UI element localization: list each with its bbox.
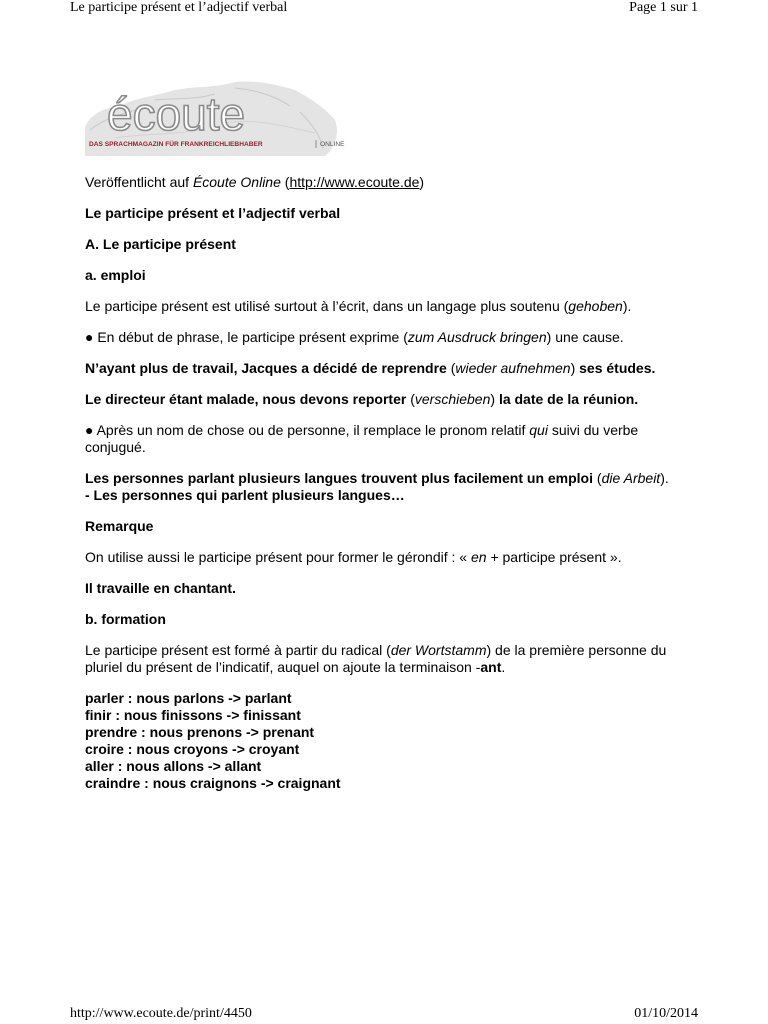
conjugation-item: finir : nous finissons -> finissant [85, 707, 301, 723]
intro-paragraph: Le participe présent est utilisé surtout à l’écrit, dans un langage plus soutenu (gehoben). [85, 298, 632, 314]
remark-heading: Remarque [85, 518, 154, 534]
print-footer-url: http://www.ecoute.de/print/4450 [70, 1006, 252, 1021]
example-4: Il travaille en chantant. [85, 580, 236, 596]
logo-wordmark: écoute [107, 88, 246, 140]
article-content [85, 174, 690, 792]
conjugation-item: craindre : nous craignons -> craignant [85, 775, 341, 791]
published-line: Veröffentlicht auf Écoute Online (http://www.ecoute.de) [85, 174, 425, 190]
print-header-title: Le participe présent et l’adjectif verbal [70, 0, 288, 15]
print-footer-date: 01/10/2014 [634, 1006, 698, 1021]
site-link[interactable]: http://www.ecoute.de [289, 174, 420, 190]
logo-tagline: DAS SPRACHMAGAZIN FÜR FRANKREICHLIEBHABER [89, 141, 263, 148]
print-footer [70, 1006, 698, 1022]
print-header [70, 0, 698, 16]
section-a-heading: A. Le participe présent [85, 236, 236, 252]
example-2: Le directeur étant malade, nous devons reporter (verschieben) la date de la réunion. [85, 391, 639, 407]
example-3: Les personnes parlant plusieurs langues trouvent plus facilement un emploi (die Arbeit). - Les personnes qui parlent plusieurs langues… [85, 470, 669, 503]
conjugation-item: parler : nous parlons -> parlant [85, 690, 292, 706]
subsection-b-heading: b. formation [85, 611, 166, 627]
bullet-relative: ● Après un nom de chose ou de personne, il remplace le pronom relatif qui suivi du verbe conjugué. [85, 422, 639, 455]
conjugation-list [85, 690, 690, 792]
conjugation-item: prendre : nous prenons -> prenant [85, 724, 315, 740]
ecoute-logo [85, 78, 355, 158]
example-1: N’ayant plus de travail, Jacques a décidé de reprendre (wieder aufnehmen) ses études. [85, 360, 656, 376]
document-title: Le participe présent et l’adjectif verbal [85, 205, 341, 221]
logo-tag-suffix: ONLINE [320, 141, 345, 148]
formation-paragraph: Le participe présent est formé à partir du radical (der Wortstamm) de la première personne du pluriel du présent de l’indicatif, auquel on ajoute la terminaison -ant. [85, 642, 667, 675]
conjugation-item: croire : nous croyons -> croyant [85, 741, 300, 757]
bullet-cause: ● En début de phrase, le participe présent exprime (zum Ausdruck bringen) une cause. [85, 329, 624, 345]
remark-paragraph: On utilise aussi le participe présent pour former le gérondif : « en + participe présent ». [85, 549, 622, 565]
print-page-number: Page 1 sur 1 [629, 0, 698, 15]
site-name: Écoute Online [192, 174, 281, 190]
subsection-a-heading: a. emploi [85, 267, 146, 283]
conjugation-item: aller : nous allons -> allant [85, 758, 262, 774]
